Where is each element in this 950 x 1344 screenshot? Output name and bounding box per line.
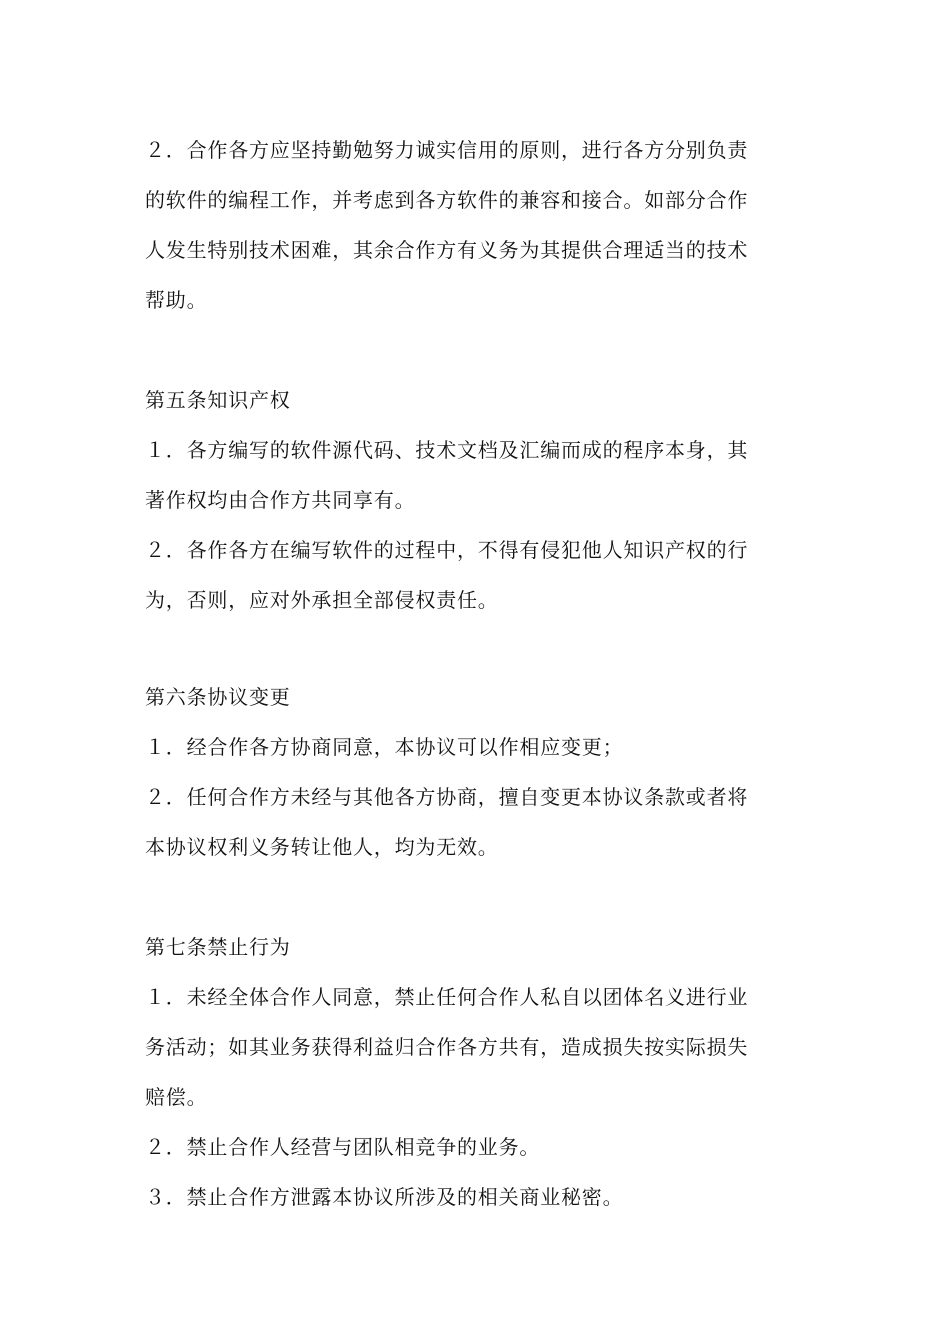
clause-6-item-1: １．经合作各方协商同意，本协议可以作相应变更； xyxy=(145,735,624,759)
clause-5-item-1-line-1: １．各方编写的软件源代码、技术文档及汇编而成的程序本身，其 xyxy=(145,438,749,462)
clause-7-heading: 第七条禁止行为 xyxy=(145,935,291,959)
clause-7-item-1-line-2: 务活动；如其业务获得利益归合作各方共有，造成损失按实际损失 xyxy=(145,1035,749,1059)
clause-6-heading: 第六条协议变更 xyxy=(145,685,291,709)
clause-4-item-2-line-4: 帮助。 xyxy=(145,288,208,312)
clause-5-heading: 第五条知识产权 xyxy=(145,388,291,412)
clause-5-item-1-line-2: 著作权均由合作方共同享有。 xyxy=(145,488,416,512)
clause-7-item-1-line-3: 赔偿。 xyxy=(145,1085,208,1109)
clause-7-item-2: ２．禁止合作人经营与团队相竞争的业务。 xyxy=(145,1135,541,1159)
clause-5-item-2-line-1: ２．各作各方在编写软件的过程中，不得有侵犯他人知识产权的行 xyxy=(145,538,749,562)
clause-4-item-2-line-1: ２．合作各方应坚持勤勉努力诚实信用的原则，进行各方分别负责 xyxy=(145,138,749,162)
clause-6-item-2-line-2: 本协议权利义务转让他人，均为无效。 xyxy=(145,835,499,859)
clause-4-item-2-line-2: 的软件的编程工作，并考虑到各方软件的兼容和接合。如部分合作 xyxy=(145,188,749,212)
clause-7-item-1-line-1: １．未经全体合作人同意，禁止任何合作人私自以团体名义进行业 xyxy=(145,985,749,1009)
clause-7-item-3: ３．禁止合作方泄露本协议所涉及的相关商业秘密。 xyxy=(145,1185,624,1209)
clause-5-item-2-line-2: 为，否则，应对外承担全部侵权责任。 xyxy=(145,588,499,612)
clause-4-item-2-line-3: 人发生特别技术困难，其余合作方有义务为其提供合理适当的技术 xyxy=(145,238,749,262)
clause-6-item-2-line-1: ２．任何合作方未经与其他各方协商，擅自变更本协议条款或者将 xyxy=(145,785,749,809)
